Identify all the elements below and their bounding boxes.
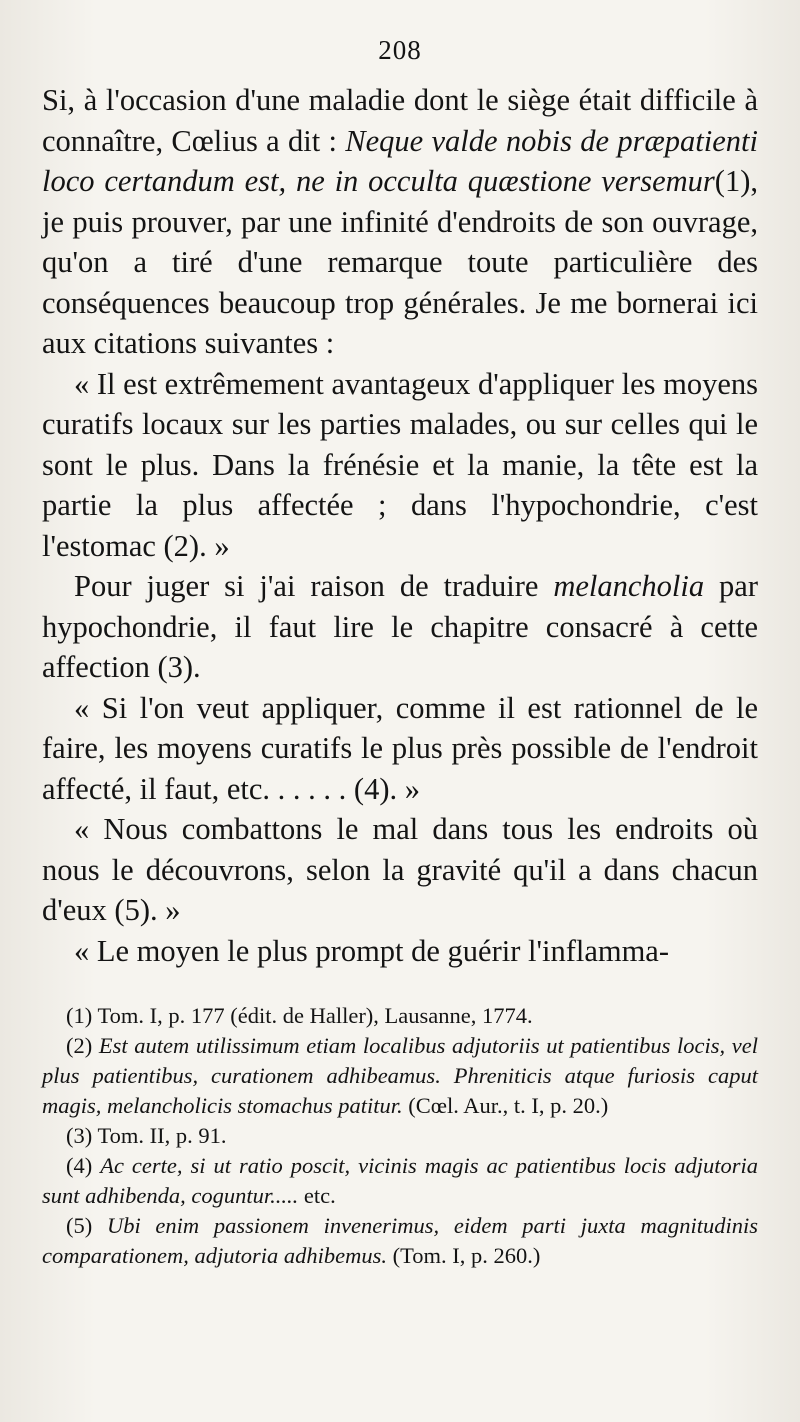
text-segment: « Le moyen le plus prompt de guérir l'inflamma- <box>74 933 670 968</box>
paragraph <box>42 809 758 931</box>
paragraph <box>42 566 758 688</box>
latin-italic-text: Est autem utilissimum etiam localibus adjutoriis ut patientibus locis, vel plus patientibus, curationem adhibeamus. Phreniticis atque furiosis caput magis, melancholicis stomachus patitur. <box>42 1033 758 1118</box>
text-segment: (3) Tom. II, p. 91. <box>66 1123 227 1148</box>
text-segment: (Cœl. Aur., t. I, p. 20.) <box>402 1093 609 1118</box>
latin-italic-text: Ubi enim passionem invenerimus, eidem parti juxta magnitudinis comparationem, adjutoria adhibemus. <box>42 1213 758 1268</box>
text-segment: (1), je puis prouver, par une infinité d'endroits de son ouvrage, qu'on a tiré d'une remarque toute particulière des conséquences beaucoup trop générales. Je me bornerai ici aux citations suivantes : <box>42 164 758 360</box>
footnote <box>42 1211 758 1271</box>
page-number: 208 <box>378 35 422 65</box>
latin-italic-text: Neque valde nobis de præpatienti loco certandum est, ne in occulta quæstione versemur <box>42 123 758 198</box>
latin-italic-text: melancholia <box>553 569 705 603</box>
paragraph <box>42 931 758 972</box>
footnotes <box>42 1001 758 1271</box>
text-segment: Pour juger si j'ai raison de traduire <box>74 569 554 603</box>
text-segment: (Tom. I, p. 260.) <box>386 1243 541 1268</box>
text-segment: etc. <box>298 1183 336 1208</box>
latin-italic-text: Ac certe, si ut ratio poscit, vicinis magis ac patientibus locis adjutoria sunt adhibenda, coguntur..... <box>42 1153 758 1208</box>
footnote <box>42 1151 758 1211</box>
text-segment: « Il est extrêmement avantageux d'appliquer les moyens curatifs locaux sur les parties malades, ou sur celles qui le sont le plus. Dans la frénésie et la manie, la tête est la partie la plus affectée ; dans l'hypochondrie, c'est l'estomac (2). » <box>42 366 758 563</box>
footnote <box>42 1031 758 1121</box>
text-segment: (5) <box>66 1213 107 1238</box>
paragraph <box>42 688 758 810</box>
main-text <box>42 80 758 971</box>
text-segment: « Nous combattons le mal dans tous les endroits où nous le découvrons, selon la gravité qu'il a dans chacun d'eux (5). » <box>42 812 758 927</box>
text-segment: « Si l'on veut appliquer, comme il est rationnel de le faire, les moyens curatifs le plus près possible de l'endroit affecté, il faut, etc. . . . . . (4). » <box>42 690 758 806</box>
paragraph <box>42 364 758 567</box>
paragraph <box>42 80 758 364</box>
text-segment: par hypochondrie, il faut lire le chapitre consacré à cette affection (3). <box>42 569 758 684</box>
footnote <box>42 1121 758 1151</box>
text-segment: (2) <box>66 1033 99 1058</box>
text-segment: (1) Tom. I, p. 177 (édit. de Haller), Lausanne, 1774. <box>66 1003 533 1028</box>
text-segment: Si, à l'occasion d'une maladie dont le siège était difficile à connaître, Cœlius a dit : <box>42 83 758 158</box>
text-segment: (4) <box>66 1153 101 1178</box>
footnote <box>42 1001 758 1031</box>
